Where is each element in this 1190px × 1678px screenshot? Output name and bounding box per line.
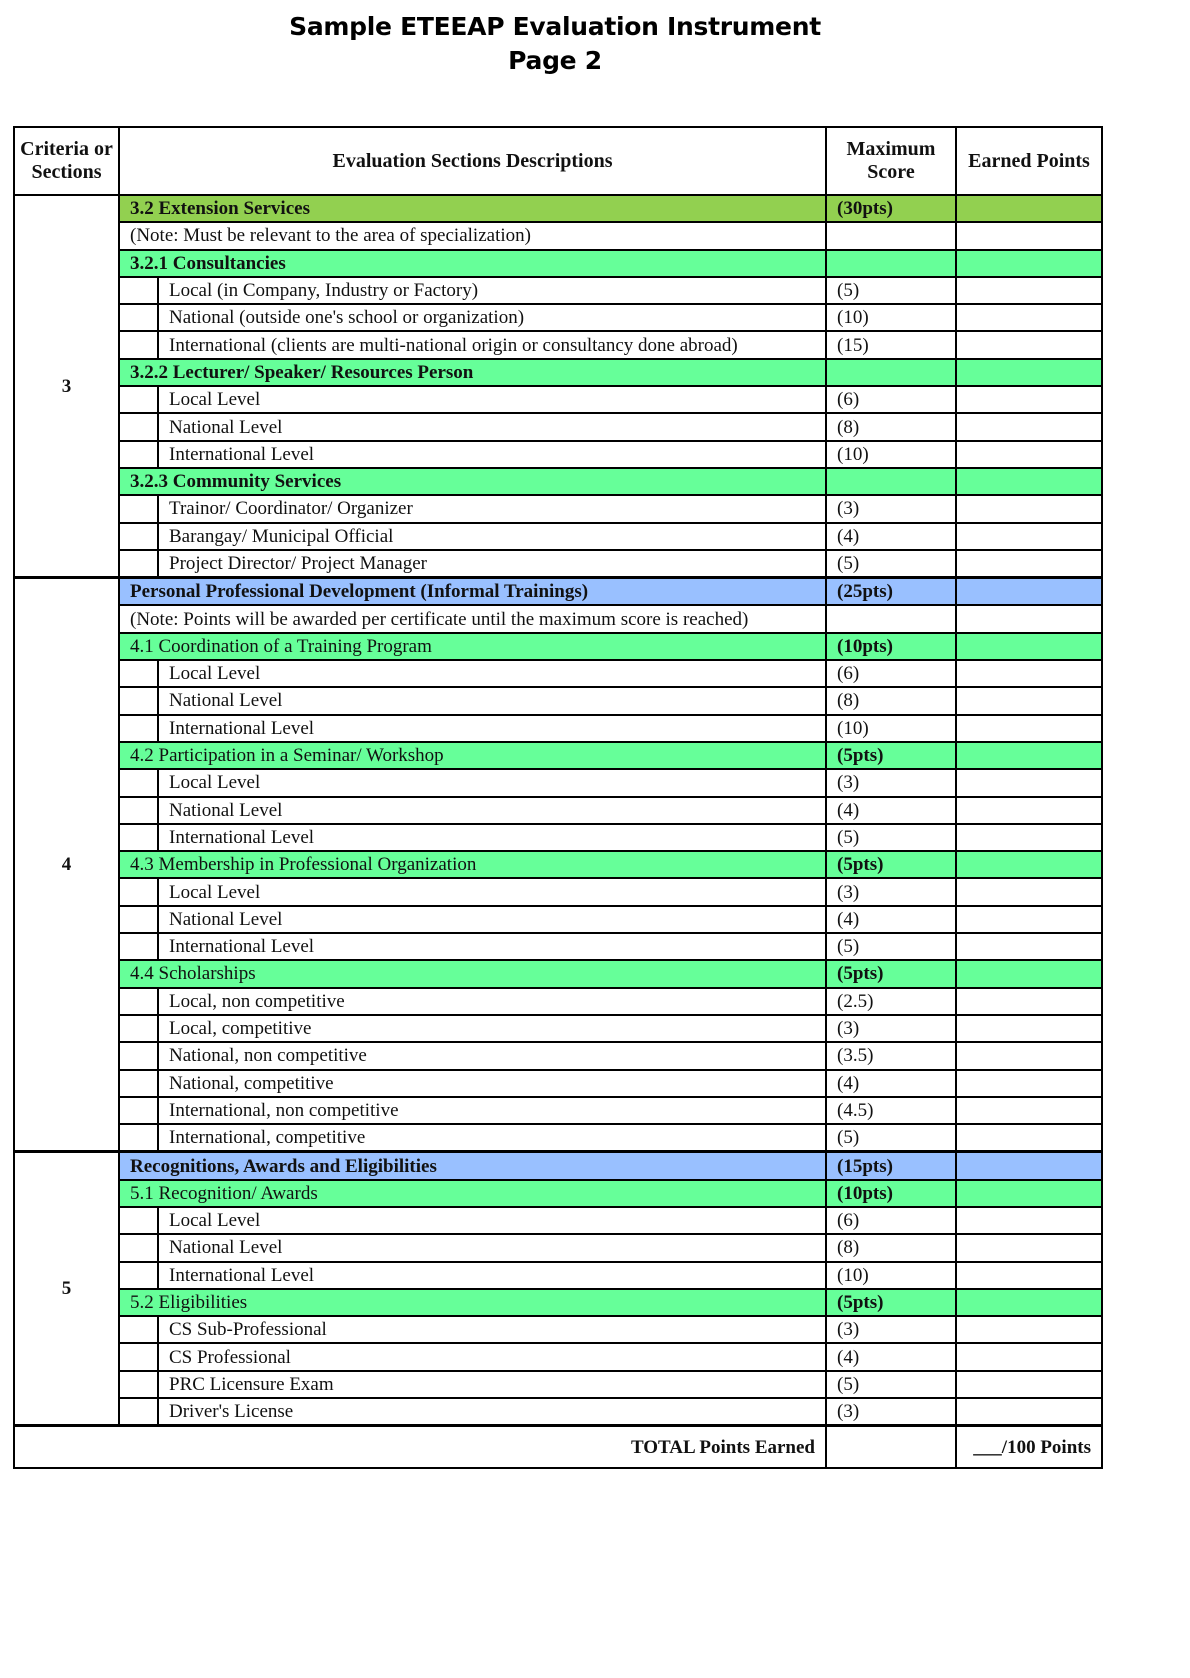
indent-cell	[119, 660, 158, 687]
table-row	[14, 359, 1102, 386]
item-description: National, non competitive	[158, 1042, 826, 1069]
earned-points-field[interactable]	[956, 550, 1102, 578]
criteria-number: 5	[14, 1152, 119, 1426]
table-row	[14, 633, 1102, 660]
max-score-cell: (15pts)	[826, 1152, 956, 1180]
max-score-cell: (5pts)	[826, 742, 956, 769]
table-row	[14, 851, 1102, 878]
max-score-cell: (25pts)	[826, 578, 956, 606]
table-row	[14, 1316, 1102, 1343]
earned-points-field[interactable]	[956, 523, 1102, 550]
max-score-cell	[826, 250, 956, 277]
subsection-heading: 4.2 Participation in a Seminar/ Workshop	[119, 742, 826, 769]
subsection-heading: 4.3 Membership in Professional Organization	[119, 851, 826, 878]
earned-points-field[interactable]	[956, 250, 1102, 277]
table-row	[14, 331, 1102, 358]
indent-cell	[119, 550, 158, 578]
criteria-number: 3	[14, 195, 119, 578]
indent-cell	[119, 1398, 158, 1426]
max-score-cell: (5)	[826, 550, 956, 578]
earned-points-field[interactable]	[956, 988, 1102, 1015]
table-row	[14, 1042, 1102, 1069]
earned-points-field[interactable]	[956, 1289, 1102, 1316]
item-description: International Level	[158, 441, 826, 468]
max-score-cell: (4)	[826, 1070, 956, 1097]
table-row	[14, 1070, 1102, 1097]
indent-cell	[119, 824, 158, 851]
item-description: International Level	[158, 933, 826, 960]
earned-points-field[interactable]	[956, 468, 1102, 495]
table-row	[14, 933, 1102, 960]
table-row	[14, 906, 1102, 933]
max-score-cell: (5)	[826, 1371, 956, 1398]
earned-points-field[interactable]	[956, 359, 1102, 386]
table-row	[14, 523, 1102, 550]
max-score-cell: (3)	[826, 1316, 956, 1343]
max-score-cell: (10)	[826, 304, 956, 331]
max-score-cell: (10pts)	[826, 633, 956, 660]
earned-points-field[interactable]	[956, 1042, 1102, 1069]
max-score-cell: (3.5)	[826, 1042, 956, 1069]
subsection-heading: 3.2.2 Lecturer/ Speaker/ Resources Person	[119, 359, 826, 386]
max-score-cell: (5pts)	[826, 851, 956, 878]
earned-points-field[interactable]	[956, 1343, 1102, 1370]
item-description: Local Level	[158, 878, 826, 905]
table-row	[14, 1152, 1102, 1180]
earned-points-field[interactable]	[956, 413, 1102, 440]
table-row	[14, 441, 1102, 468]
max-score-cell	[826, 222, 956, 249]
earned-points-field[interactable]	[956, 195, 1102, 222]
max-score-cell: (5pts)	[826, 960, 956, 987]
earned-points-field[interactable]	[956, 769, 1102, 796]
total-row	[14, 1426, 1102, 1469]
earned-points-field[interactable]	[956, 1152, 1102, 1180]
header-descriptions: Evaluation Sections Descriptions	[119, 127, 826, 195]
table-row	[14, 304, 1102, 331]
table-row	[14, 1343, 1102, 1370]
item-description: National Level	[158, 687, 826, 714]
table-row	[14, 1398, 1102, 1426]
item-description: Local, competitive	[158, 1015, 826, 1042]
max-score-cell: (5)	[826, 933, 956, 960]
item-description: CS Professional	[158, 1343, 826, 1370]
table-row	[14, 1097, 1102, 1124]
item-description: International, competitive	[158, 1124, 826, 1152]
earned-points-field[interactable]	[956, 1207, 1102, 1234]
max-score-cell	[826, 359, 956, 386]
max-score-cell: (4)	[826, 523, 956, 550]
table-row	[14, 1207, 1102, 1234]
item-description: PRC Licensure Exam	[158, 1371, 826, 1398]
table-row	[14, 1262, 1102, 1289]
indent-cell	[119, 1343, 158, 1370]
earned-points-field[interactable]	[956, 660, 1102, 687]
total-label: TOTAL Points Earned	[14, 1426, 826, 1469]
earned-points-field[interactable]	[956, 495, 1102, 522]
table-row	[14, 715, 1102, 742]
item-description: Local, non competitive	[158, 988, 826, 1015]
indent-cell	[119, 495, 158, 522]
indent-cell	[119, 687, 158, 714]
indent-cell	[119, 797, 158, 824]
earned-points-field[interactable]	[956, 797, 1102, 824]
max-score-cell: (6)	[826, 386, 956, 413]
earned-points-field[interactable]	[956, 304, 1102, 331]
earned-points-field[interactable]	[956, 851, 1102, 878]
table-row	[14, 277, 1102, 304]
table-row	[14, 1124, 1102, 1152]
earned-points-field[interactable]	[956, 742, 1102, 769]
table-row	[14, 1289, 1102, 1316]
indent-cell	[119, 1070, 158, 1097]
max-score-cell: (10)	[826, 1262, 956, 1289]
table-row	[14, 1015, 1102, 1042]
item-description: National Level	[158, 1234, 826, 1261]
earned-points-field[interactable]	[956, 1070, 1102, 1097]
indent-cell	[119, 441, 158, 468]
indent-cell	[119, 878, 158, 905]
earned-points-field[interactable]	[956, 878, 1102, 905]
max-score-cell: (4)	[826, 1343, 956, 1370]
earned-points-field[interactable]	[956, 578, 1102, 606]
indent-cell	[119, 988, 158, 1015]
table-row	[14, 495, 1102, 522]
item-description: National Level	[158, 906, 826, 933]
earned-points-field[interactable]	[956, 933, 1102, 960]
max-score-cell: (8)	[826, 687, 956, 714]
item-description: International Level	[158, 824, 826, 851]
table-row	[14, 386, 1102, 413]
max-score-cell: (5)	[826, 277, 956, 304]
indent-cell	[119, 277, 158, 304]
earned-points-field[interactable]	[956, 222, 1102, 249]
item-description: National Level	[158, 413, 826, 440]
earned-points-field[interactable]	[956, 687, 1102, 714]
max-score-cell: (10)	[826, 715, 956, 742]
earned-points-field[interactable]	[956, 906, 1102, 933]
table-row	[14, 413, 1102, 440]
indent-cell	[119, 1015, 158, 1042]
earned-points-field[interactable]	[956, 1124, 1102, 1152]
subsection-heading: 4.1 Coordination of a Training Program	[119, 633, 826, 660]
max-score-cell: (3)	[826, 1398, 956, 1426]
total-max-cell	[826, 1426, 956, 1469]
max-score-cell: (4)	[826, 797, 956, 824]
section-heading: Personal Professional Development (Informal Trainings)	[119, 578, 826, 606]
table-body	[14, 195, 1102, 1426]
earned-points-field[interactable]	[956, 960, 1102, 987]
earned-points-field[interactable]	[956, 633, 1102, 660]
earned-points-field[interactable]	[956, 1234, 1102, 1261]
earned-points-field[interactable]	[956, 441, 1102, 468]
indent-cell	[119, 1124, 158, 1152]
title-line-2: Page 2	[508, 46, 602, 75]
item-description: International Level	[158, 1262, 826, 1289]
subsection-heading: 5.1 Recognition/ Awards	[119, 1180, 826, 1207]
item-description: International Level	[158, 715, 826, 742]
item-description: CS Sub-Professional	[158, 1316, 826, 1343]
header-max-score: Maximum Score	[826, 127, 956, 195]
item-description: Driver's License	[158, 1398, 826, 1426]
indent-cell	[119, 1234, 158, 1261]
indent-cell	[119, 304, 158, 331]
indent-cell	[119, 386, 158, 413]
table-row	[14, 878, 1102, 905]
max-score-cell: (30pts)	[826, 195, 956, 222]
indent-cell	[119, 906, 158, 933]
max-score-cell: (5pts)	[826, 1289, 956, 1316]
max-score-cell: (5)	[826, 824, 956, 851]
max-score-cell: (6)	[826, 1207, 956, 1234]
item-description: International, non competitive	[158, 1097, 826, 1124]
max-score-cell: (10)	[826, 441, 956, 468]
max-score-cell: (3)	[826, 495, 956, 522]
earned-points-field[interactable]	[956, 824, 1102, 851]
max-score-cell: (15)	[826, 331, 956, 358]
indent-cell	[119, 1371, 158, 1398]
indent-cell	[119, 1207, 158, 1234]
item-description: Local Level	[158, 1207, 826, 1234]
max-score-cell: (3)	[826, 1015, 956, 1042]
indent-cell	[119, 331, 158, 358]
table-row	[14, 797, 1102, 824]
table-row	[14, 660, 1102, 687]
indent-cell	[119, 413, 158, 440]
criteria-number: 4	[14, 578, 119, 1152]
table-row	[14, 1371, 1102, 1398]
indent-cell	[119, 769, 158, 796]
subsection-heading: 3.2.1 Consultancies	[119, 250, 826, 277]
subsection-heading: 3.2.3 Community Services	[119, 468, 826, 495]
earned-points-field[interactable]	[956, 1262, 1102, 1289]
earned-points-field[interactable]	[956, 605, 1102, 632]
note-text: (Note: Must be relevant to the area of specialization)	[119, 222, 826, 249]
indent-cell	[119, 1316, 158, 1343]
subsection-heading: 4.4 Scholarships	[119, 960, 826, 987]
item-description: Local (in Company, Industry or Factory)	[158, 277, 826, 304]
max-score-cell: (8)	[826, 1234, 956, 1261]
subsection-heading: 5.2 Eligibilities	[119, 1289, 826, 1316]
earned-points-field[interactable]	[956, 1398, 1102, 1426]
earned-points-field[interactable]	[956, 277, 1102, 304]
max-score-cell: (4.5)	[826, 1097, 956, 1124]
table-row	[14, 1180, 1102, 1207]
earned-points-field[interactable]	[956, 1097, 1102, 1124]
indent-cell	[119, 1262, 158, 1289]
item-description: International (clients are multi-national origin or consultancy done abroad)	[158, 331, 826, 358]
table-row	[14, 222, 1102, 249]
note-text: (Note: Points will be awarded per certificate until the maximum score is reached)	[119, 605, 826, 632]
item-description: Local Level	[158, 660, 826, 687]
table-row	[14, 687, 1102, 714]
earned-points-field[interactable]	[956, 1316, 1102, 1343]
indent-cell	[119, 715, 158, 742]
table-header-row	[14, 127, 1102, 195]
table-row	[14, 769, 1102, 796]
document-title	[0, 10, 1110, 78]
max-score-cell: (8)	[826, 413, 956, 440]
item-description: National, competitive	[158, 1070, 826, 1097]
indent-cell	[119, 933, 158, 960]
table-row	[14, 578, 1102, 606]
header-criteria: Criteria or Sections	[14, 127, 119, 195]
evaluation-table	[13, 126, 1103, 1469]
earned-points-field[interactable]	[956, 1371, 1102, 1398]
table-row	[14, 195, 1102, 222]
earned-points-field[interactable]	[956, 331, 1102, 358]
table-row	[14, 960, 1102, 987]
max-score-cell: (2.5)	[826, 988, 956, 1015]
max-score-cell: (3)	[826, 878, 956, 905]
table-row	[14, 605, 1102, 632]
section-heading: Recognitions, Awards and Eligibilities	[119, 1152, 826, 1180]
subsection-heading: 3.2 Extension Services	[119, 195, 826, 222]
title-line-1: Sample ETEEAP Evaluation Instrument	[289, 12, 821, 41]
indent-cell	[119, 1097, 158, 1124]
max-score-cell: (10pts)	[826, 1180, 956, 1207]
item-description: Project Director/ Project Manager	[158, 550, 826, 578]
earned-points-field[interactable]	[956, 1180, 1102, 1207]
item-description: National (outside one's school or organization)	[158, 304, 826, 331]
table-row	[14, 250, 1102, 277]
max-score-cell: (6)	[826, 660, 956, 687]
item-description: Local Level	[158, 769, 826, 796]
total-earned-field[interactable]: ___/100 Points	[956, 1426, 1102, 1469]
max-score-cell	[826, 468, 956, 495]
table-row	[14, 1234, 1102, 1261]
table-row	[14, 550, 1102, 578]
max-score-cell: (4)	[826, 906, 956, 933]
item-description: Trainor/ Coordinator/ Organizer	[158, 495, 826, 522]
table-row	[14, 468, 1102, 495]
table-row	[14, 988, 1102, 1015]
item-description: National Level	[158, 797, 826, 824]
max-score-cell: (5)	[826, 1124, 956, 1152]
earned-points-field[interactable]	[956, 715, 1102, 742]
table-row	[14, 824, 1102, 851]
earned-points-field[interactable]	[956, 1015, 1102, 1042]
indent-cell	[119, 1042, 158, 1069]
header-earned-points: Earned Points	[956, 127, 1102, 195]
earned-points-field[interactable]	[956, 386, 1102, 413]
max-score-cell: (3)	[826, 769, 956, 796]
indent-cell	[119, 523, 158, 550]
table-row	[14, 742, 1102, 769]
max-score-cell	[826, 605, 956, 632]
item-description: Local Level	[158, 386, 826, 413]
item-description: Barangay/ Municipal Official	[158, 523, 826, 550]
